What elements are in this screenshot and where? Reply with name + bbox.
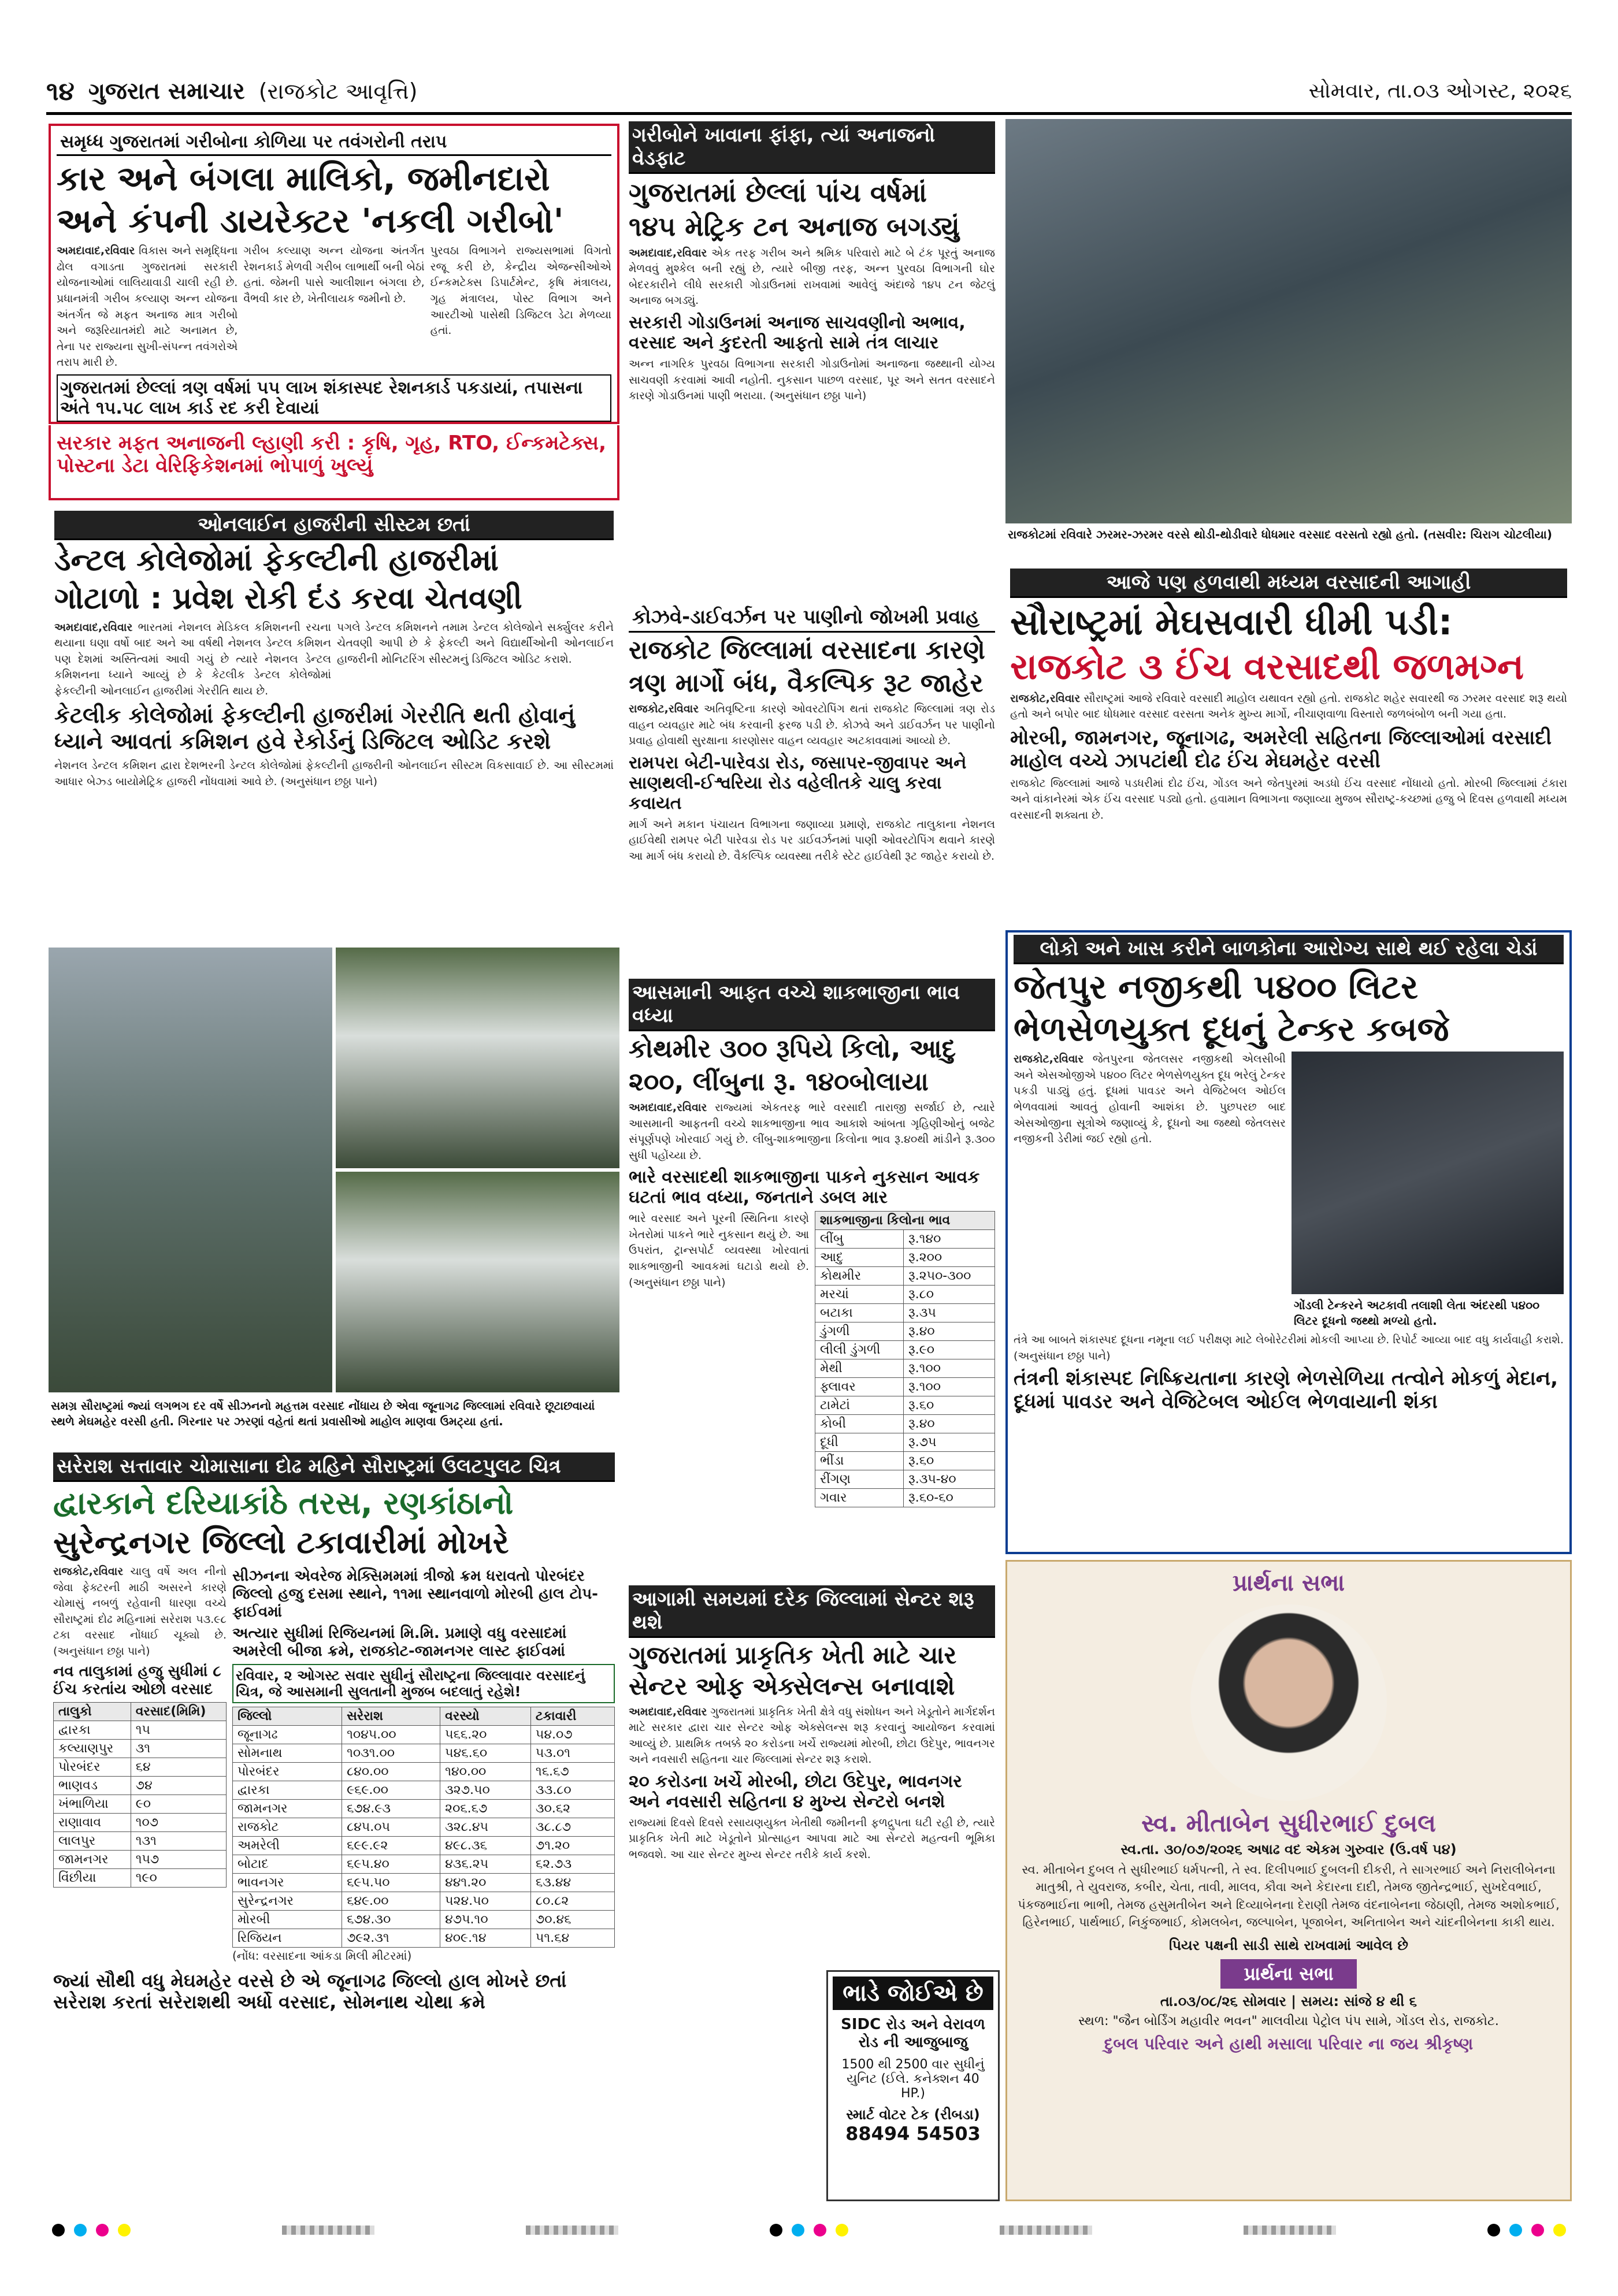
table-cell: પોરબંદર	[233, 1763, 342, 1781]
price-row	[815, 1415, 995, 1433]
district-row	[233, 1855, 615, 1874]
body-text: ચાલુ વર્ષે અલ નીનો જેવા ફેક્ટરની માઠી અસરને કારણે ચોમાસું નબળું રહેવાની ધારણા વચ્ચે સૌરાષ્ટ્રમાં દોઢ મહિનામાં સરેરાશ ૫૩.૯૮ ટકા વરસાદ નોંધાઈ ચૂક્યો છે. (અનુસંધાન છઠ્ઠા પાને)	[53, 1565, 227, 1658]
headline-line: રાજકોટ જિલ્લામાં વરસાદના કારણે	[629, 636, 985, 665]
story-vegetable-prices	[624, 976, 1000, 1577]
table-cell: ૬૯૯.૯૨	[342, 1837, 440, 1855]
table-cell: ૭૦.૪૬	[530, 1911, 614, 1929]
price-row	[815, 1286, 995, 1304]
photo-waterfall	[336, 948, 619, 1168]
district-row	[233, 1763, 615, 1781]
table-cell: ૩૦.૬૨	[530, 1800, 614, 1818]
body-text: ગુજરાતમાં પ્રાકૃતિક ખેતી ક્ષેત્રે વધુ સંશોધન અને ખેડૂતોને માર્ગદર્શન માટે સરકાર દ્વારા ચાર સેન્ટર ઓફ એક્સેલન્સ શરૂ કરવાનું આયોજન કરવામાં આવ્યું છે. પ્રાથમિક તબક્કે ૨૦ કરોડના ખર્ચે રાજ્યમાં મોરબી, છોટા ઉદેપુર, ભાવનગર અને નવસારી સહિતના ચાર જિલ્લામાં સેન્ટર શરૂ કરાશે.	[629, 1705, 995, 1766]
body-text: વિકાસ અને સમૃદ્ધિના ઢોલ વગાડતા ગુજરાતમાં સરકારી યોજનાઓમાં લાલિયાવાડી ચાલી રહી છે. પ્રધાનમંત્રી ગરીબ કલ્યાણ અન્ન યોજના અંતર્ગત જે મફત અનાજ માત્ર ગરીબો અને જરૂરિયાતમંદો માટે અનામત છે, તેના પર રાજ્યના સુખી-સંપન્ન તવંગરોએ તરાપ મારી છે.	[57, 244, 238, 369]
dateline: અમદાવાદ,રવિવાર	[629, 1101, 707, 1114]
table-cell: બોટાદ	[233, 1855, 342, 1874]
table-cell: ૭૯૨.૩૧	[342, 1929, 440, 1948]
table-cell: જૂનાગઢ	[233, 1726, 342, 1744]
table-cell: ૧૫	[131, 1721, 226, 1740]
print-registration-marks	[52, 2219, 1566, 2242]
body-text: સૌરાષ્ટ્રમાં આજે રવિવારે વરસાદી માહોલ યથાવત રહ્યો હતો. રાજકોટ શહેર સવારથી જ ઝરમર વરસાદ શરૂ થયો હતો અને બપોર બાદ ધોધમાર વરસાદ વરસતા અનેક મુખ્ય માર્ગો, નીચાણવાળા વિસ્તારો જળબંબોળ બની ગયા હતા.	[1010, 692, 1567, 721]
deceased-name: સ્વ. મીતાબેન સુધીરભાઈ દુબલ	[1141, 1809, 1436, 1837]
death-date: સ્વ.તા. ૩૦/૦૭/૨૦૨૬ અષાઢ વદ એકમ ગુરુવાર (ઉ.વર્ષ ૫૪)	[1120, 1841, 1457, 1857]
photo-collage-junagadh	[49, 948, 619, 1392]
taluka-row	[54, 1851, 227, 1869]
table-cell: રૂ.૧૦૦	[904, 1378, 995, 1396]
table-cell: રાજકોટ	[233, 1818, 342, 1837]
table-cell: ૮૪૫.૦૫	[342, 1818, 440, 1837]
story-grain-wasted	[624, 119, 1000, 599]
table-cell: ૪૯૮.૩૬	[440, 1837, 531, 1855]
subheadline: ભારે વરસાદથી શાકભાજીના પાકને નુકસાન આવક ઘટતાં ભાવ વધ્યા, જનતાને ડબલ માર	[629, 1167, 980, 1208]
table-cell: આદુ	[815, 1249, 904, 1267]
body-text: નેશનલ ડેન્ટલ કમિશન દ્વારા દેશભરની ડેન્ટલ કોલેજોમાં ફેકલ્ટીની હાજરીની ઓનલાઈન સીસ્ટમ વિકસાવાઈ છે. આ સીસ્ટમમાં આધાર બેઝ્ડ બાયોમેટ્રિક હાજરી નોંધવામાં આવે છે. (અનુસંધાન છઠ્ઠા પાને)	[54, 759, 614, 788]
headline-line: સૌરાષ્ટ્રમાં મેઘસવારી ધીમી પડી:	[1010, 601, 1453, 643]
price-row	[815, 1396, 995, 1415]
headline-line: સુરેન્દ્રનગર જિલ્લો ટકાવારીમાં મોખરે	[53, 1524, 509, 1561]
table-cell: ૧૦૪૫.૦૦	[342, 1726, 440, 1744]
table-cell: ૪૭૫.૧૦	[440, 1911, 531, 1929]
price-row	[815, 1470, 995, 1489]
subheadline: કેટલીક કોલેજોમાં ફેકલ્ટીની હાજરીમાં ગેરરીતિ થતી હોવાનું ધ્યાને આવતાં કમિશન હવે રેકોર્ડનું ડિજિટલ ઓડિટ કરશે	[54, 703, 575, 755]
table-cell: ૬૯૫.૫૦	[342, 1874, 440, 1892]
prayer-sabha-label: પ્રાર્થના સભા	[1220, 1959, 1356, 1989]
prayer-place: સ્થળ: "જૈન બોર્ડિંગ મહાવીર ભવન" માલવીયા પેટ્રોલ પંપ સામે, ગોંડલ રોડ, રાજકોટ.	[1078, 2013, 1499, 2028]
taluka-row	[54, 1869, 227, 1888]
column-header: જિલ્લો	[233, 1707, 342, 1726]
photo-caption: સમગ્ર સૌરાષ્ટ્રમાં જ્યાં લગભગ દર વર્ષે સીઝનનો મહત્તમ વરસાદ નોંધાય છે એવા જૂનાગઢ જિલ્લામાં રવિવારે છૂટાછવાયાં સ્થળે મેઘમહેર વરસી હતી. ગિરનાર પર ઝરણાં વહેતાં થતાં પ્રવાસીઓ માહોલ માણવા ઉમટ્યા હતાં.	[51, 1399, 595, 1428]
table-cell: ૧૯૦	[131, 1869, 226, 1888]
body-text: ભારતમાં નેશનલ મેડિકલ કમિશનની રચના થયાના ઘણા વર્ષો બાદ અને આ વર્ષથી નેશનલ ડેન્ટલ કમિશન પણ દેશમાં અસ્તિત્વમાં આવી ગયું છે ત્યારે નેશનલ ડેન્ટલ કમિશનના ધ્યાને આવ્યું છે કે કેટલીક ડેન્ટલ કોલેજોમાં ફેકલ્ટીની ઓનલાઈન હાજરીમાં ગેરરીતિ થાય છે.	[54, 621, 331, 697]
table-cell: ૭૪	[131, 1777, 226, 1795]
headline-line: ગુજરાતમાં છેલ્લાં પાંચ વર્ષમાં	[629, 177, 927, 208]
ad-title: ભાડે જોઈએ છે	[833, 1977, 993, 2010]
table-cell: રૂ.૮૦	[904, 1286, 995, 1304]
table-cell: લીંબુ	[815, 1230, 904, 1249]
issue-date: સોમવાર, તા.૦૩ ઓગસ્ટ, ૨૦૨૬	[1308, 79, 1572, 103]
table-cell: દ્વારકા	[54, 1721, 131, 1740]
table-cell: ૬૪૯.૦૦	[342, 1892, 440, 1911]
body-text: પગલે ડેન્ટલ કમિશનને તમામ ડેન્ટલ કોલેજોને સર્ક્યુલર કરીને ચેતવણી આપી છે કે ફેકલ્ટી અને વિદ્યાર્થીઓની ઓનલાઈન હાજરીની મોનિટરિંગ સીસ્ટમનું ડિજિટલ ઓડિટ કરાશે.	[337, 621, 614, 666]
column-header: વરસાદ(મિમિ)	[131, 1703, 226, 1721]
column-header: વરસ્યો	[440, 1707, 531, 1726]
story-adulterated-milk	[1005, 930, 1572, 1554]
dateline: અમદાવાદ,રવિવાર	[629, 1705, 707, 1718]
story-saurashtra-rain	[1005, 566, 1572, 924]
table-cell: ૫૩.૦૧	[530, 1744, 614, 1763]
table-cell: ૬૭૪.૯૩	[342, 1800, 440, 1818]
table-cell: રૂ.૪૦	[904, 1322, 995, 1341]
taluka-row	[54, 1795, 227, 1814]
table-cell: બટાકા	[815, 1304, 904, 1322]
table-cell: રૂ.૯૦	[904, 1341, 995, 1359]
table-cell: રિજિયન	[233, 1929, 342, 1948]
table-cell: રૂ.૪૦	[904, 1415, 995, 1433]
headline-line: ગુજરાતમાં પ્રાકૃતિક ખેતી માટે ચાર	[629, 1641, 957, 1669]
district-row	[233, 1911, 615, 1929]
story-fake-poor	[49, 124, 619, 424]
district-rain-table	[232, 1707, 615, 1948]
taluka-title: નવ તાલુકામાં હજુ સુધીમાં ૮ ઈંચ કરતાંય ઓછો વરસાદ	[53, 1663, 221, 1699]
district-row	[233, 1837, 615, 1855]
story-roads-closed	[624, 601, 1000, 965]
district-row	[233, 1744, 615, 1763]
header-rule	[46, 112, 1572, 115]
prayer-time: તા.૦૩/૦૮/૨૬ સોમવાર | સમય: સાંજે ૪ થી ૬	[1160, 1993, 1417, 2009]
table-cell: ૬૯૫.૪૦	[342, 1855, 440, 1874]
dateline: રાજકોટ,રવિવાર	[1014, 1053, 1084, 1066]
table-cell: રૂ.૬૦-૬૦	[904, 1489, 995, 1507]
taluka-row	[54, 1758, 227, 1777]
table-cell: ૧૩૧	[131, 1832, 226, 1851]
table-cell: ૨૦૬.૬૭	[440, 1800, 531, 1818]
table-cell: ૪૩૬.૨૫	[440, 1855, 531, 1874]
table-cell: ૬૭૪.૩૦	[342, 1911, 440, 1929]
photo-rain-rajkot	[1005, 119, 1572, 523]
edition-label: (રાજકોટ આવૃત્તિ)	[258, 78, 418, 104]
price-row	[815, 1452, 995, 1470]
table-note: (નોંધ: વરસાદના આંકડા મિલી મીટરમાં)	[232, 1949, 412, 1963]
table-cell: ૧૪૦.૦૦	[440, 1763, 531, 1781]
subheadline: ૨૦ કરોડના ખર્ચે મોરબી, છોટા ઉદેપુર, ભાવનગર અને નવસારી સહિતના ૪ મુખ્ય સેન્ટરો બનશે	[629, 1771, 962, 1812]
table-cell: જામનગર	[54, 1851, 131, 1869]
story-kicker: ઓનલાઈન હાજરીની સીસ્ટમ છતાં	[54, 511, 614, 540]
body-text: અન્ન નાગરિક પુરવઠા વિભાગના સરકારી ગોડાઉનોમાં અનાજના જથ્થાની યોગ્ય સાચવણી કરવામાં આવી નહોતી. નુકસાન પાછળ વરસાદ, પૂર અને સતત વરસાદને કારણે ગોડાઉનમાં પાણી ભરાયા. (અનુસંધાન છઠ્ઠા પાને)	[629, 357, 995, 403]
body-text: એક તરફ ગરીબ અને શ્રમિક પરિવારો માટે બે ટંક પૂરતું અનાજ મેળવવું મુશ્કેલ બની રહ્યું છે, ત્યારે બીજી તરફ, અન્ન પુરવઠા વિભાગની ઘોર બેદરકારીને લીધે સરકારી ગોડાઉનમાં રાખવામાં આવેલું અંદાજે ૧૪૫ ટન જેટલું અનાજ બગડ્યું.	[629, 246, 995, 307]
price-row	[815, 1489, 995, 1507]
story-dental-colleges	[49, 508, 619, 942]
subheadline: સરકારી ગોડાઉનમાં અનાજ સાચવણીનો અભાવ, વરસાદ અને કુદરતી આફતો સામે તંત્ર લાચાર	[629, 312, 966, 353]
table-cell: ૩૮.૮૭	[530, 1818, 614, 1837]
dateline: રાજકોટ,રવિવાર	[53, 1565, 124, 1578]
story-kicker: આગામી સમયમાં દરેક જિલ્લામાં સેન્ટર શરૂ થશે	[629, 1585, 995, 1638]
body-text: રાજ્યમાં એકતરફ ભારે વરસાદી તારાજી સર્જાઈ છે, ત્યારે આસમાની આફતની વચ્ચે શાકભાજીના ભાવ આકાશે આંબતા ગૃહિણીઓનું બજેટ સંપૂર્ણપણે ખોરવાઈ ગયું છે. લીંબુ-શાકભાજીના કિલોના ભાવ રૂ.૪૦થી માંડીને રૂ.૩૦૦ સુધી પહોંચ્યા છે.	[629, 1101, 995, 1162]
ad-line: SIDC રોડ અને વેરાવળ રોડ ની આજુબાજુ	[841, 2016, 985, 2051]
price-row	[815, 1267, 995, 1286]
table-cell: ૮૪૦.૦૦	[342, 1763, 440, 1781]
ad-contact: સ્માર્ટ વોટર ટેક (રીબડા)	[846, 2106, 980, 2123]
table-title: રવિવાર, ૨ ઓગસ્ટ સવાર સુધીનું સૌરાષ્ટ્રના જિલ્લાવાર વરસાદનું ચિત્ર, જે આસમાની સુલતાની મુજબ બદલાતું રહેશે!	[232, 1664, 615, 1703]
ad-line: 1500 થી 2500 વાર સુધીનું યુનિટ (ઈલે. કનેક્શન 40 HP.)	[841, 2057, 985, 2101]
story-rain-stats	[49, 1450, 619, 2213]
headline-line: રાજકોટ ૩ ઈંચ વરસાદથી જળમગ્ન	[1010, 645, 1524, 688]
table-cell: રૂ.૩૫	[904, 1304, 995, 1322]
table-cell: ૪૦૯.૧૪	[440, 1929, 531, 1948]
story-natural-farming	[624, 1583, 1000, 1964]
photo-misty-hills	[49, 948, 332, 1392]
table-cell: ૩૩.૮૦	[530, 1781, 614, 1800]
table-cell: ૭૧.૨૦	[530, 1837, 614, 1855]
price-row	[815, 1341, 995, 1359]
price-row	[815, 1249, 995, 1267]
table-cell: લાલપુર	[54, 1832, 131, 1851]
table-cell: દ્વારકા	[233, 1781, 342, 1800]
subheadline: અત્યાર સુધીમાં રિજિયનમાં મિ.મિ. પ્રમાણે વધુ વરસાદમાં અમરેલી બીજા ક્રમે, રાજકોટ-જામનગર લાસ્ટ ફાઈવમાં	[232, 1625, 567, 1660]
footer-headline: સરકાર મફત અનાજની લ્હાણી કરી : કૃષિ, ગૃહ, RTO, ઈન્કમટેક્સ, પોસ્ટના ડેટા વેરિફિકેશનમાં ભોપાળું ખુલ્યું	[57, 432, 606, 478]
headline-line: દ્વારકાને દરિયાકાંઠે તરસ, રણકાંઠાનો	[53, 1485, 514, 1521]
story-kicker: કોઝવે-ડાઈવર્ઝન પર પાણીનો જોખમી પ્રવાહ	[629, 603, 995, 633]
district-row	[233, 1726, 615, 1744]
subheadline: સીઝનના એવરેજ મેક્સિમમમાં ત્રીજો ક્રમ ધરાવતો પોરબંદર જિલ્લો હજુ દસમા સ્થાને, ૧૧મા સ્થાનવાળો મોરબી હાલ ટોપ-ફાઈવમાં	[232, 1567, 598, 1621]
dateline: અમદાવાદ,રવિવાર	[629, 246, 707, 259]
district-row	[233, 1800, 615, 1818]
taluka-row	[54, 1832, 227, 1851]
dateline: રાજકોટ,રવિવાર	[629, 703, 699, 716]
price-table	[815, 1211, 995, 1507]
body-text: ગરીબ કલ્યાણ અન્ન યોજના અંતર્ગત રેશનકાર્ડ મેળવી ગરીબ લાભાર્થી બની બેઠાં હતાં. જેમની પાસે આલીશાન બંગલા છે, વૈભવી કાર છે, ખેતીલાયક જમીનો છે.	[243, 244, 425, 306]
table-cell: ૧૬.૬૭	[530, 1763, 614, 1781]
table-cell: ૬૩.૪૪	[530, 1874, 614, 1892]
table-cell: રૂ.૬૦	[904, 1452, 995, 1470]
footer-headline: તંત્રની શંકાસ્પદ નિષ્ક્રિયતાના કારણે ભેળસેળિયા તત્વોને મોકળું મેદાન, દૂધમાં પાવડર અને વેજિટેબલ ઓઈલ ભેળવાયાની શંકા	[1014, 1367, 1558, 1413]
family-text: સ્વ. મીતાબેન દુબલ તે સુધીરભાઈ ધર્મપત્ની, તે સ્વ. દિલીપભાઈ દુબલની દીકરી, તે સાગરભાઈ અને નિરાલીબેનના માતુશ્રી, તે યુવરાજ, કબીર, ચેતા, તાવી, માલવ, કૌવા અને કેદારના દાદી, તેમજ જીતેન્દ્રભાઈ, સુખદેવભાઈ, પંકજભાઈના ભાભી, તેમજ હસુમતીબેન અને દિવ્યાબેનના દેરાણી તેમજ વંદનાબેનના જેઠાણી, તેમજ અશોકભાઈ, હિરેનભાઈ, પાર્થભાઈ, નિકુંજભાઈ, કોમલબેન, જલ્પાબેન, પૂજાબેન, અનિતાબેન અને ચાંદનીબેનના કાકી થાય.	[1018, 1863, 1560, 1930]
table-cell: ભાવનગર	[233, 1874, 342, 1892]
table-cell: કોબી	[815, 1415, 904, 1433]
table-cell: ૪૪૧.૨૦	[440, 1874, 531, 1892]
subheadline: મોરબી, જામનગર, જૂનાગઢ, અમરેલી સહિતના જિલ્લાઓમાં વરસાદી માહોલ વચ્ચે ઝાપટાંથી દોઢ ઈંચ મેઘમહેર વરસી	[1010, 726, 1552, 772]
taluka-row	[54, 1777, 227, 1795]
price-table-title: શાકભાજીના કિલોના ભાવ	[815, 1212, 995, 1230]
table-cell: ટામેટાં	[815, 1396, 904, 1415]
table-cell: રૂ.૩૫-૪૦	[904, 1470, 995, 1489]
table-cell: લીલી ડુંગળી	[815, 1341, 904, 1359]
ad-phone: 88494 54503	[845, 2123, 981, 2145]
photo-caption: ગોંડલી ટેન્કરને અટકાવી તલાશી લેતા અંદરથી ૫૪૦૦ લિટર દૂધનો જથ્થો મળ્યો હતો.	[1294, 1298, 1540, 1328]
classified-ad-rent	[826, 1970, 1000, 2201]
body-text: રાજકોટ જિલ્લામાં આજે પડધરીમાં દોઢ ઈંચ, ગોંડલ અને જેતપુરમાં અડધો ઈંચ વરસાદ નોંધાયો હતો. મોરબી જિલ્લામાં ટંકારા અને વાંકાનેરમાં એક ઈંચ વરસાદ પડ્યો હતો. હવામાન વિભાગના જણાવ્યા મુજબ સૌરાષ્ટ્ર-કચ્છમાં હજુ બે દિવસ હળવાથી મધ્યમ વરસાદની શક્યતા છે.	[1010, 777, 1567, 822]
story-kicker: આસમાની આફત વચ્ચે શાકભાજીના ભાવ વધ્યા	[629, 979, 995, 1031]
table-cell: રૂ.૨૦૦	[904, 1249, 995, 1267]
taluka-table	[53, 1702, 227, 1888]
price-row	[815, 1322, 995, 1341]
table-cell: ભીંડા	[815, 1452, 904, 1470]
prayer-title: પ્રાર્થના સભા	[1232, 1570, 1345, 1596]
story-fake-poor-footer	[49, 425, 619, 500]
taluka-row	[54, 1740, 227, 1758]
family-greeting: દુબલ પરિવાર અને હાથી મસાલા પરિવાર ના જય શ્રીકૃષ્ણ	[1104, 2034, 1474, 2053]
headline-line: ૧૪૫ મેટ્રિક ટન અનાજ બગડ્યું	[629, 210, 960, 242]
table-cell: રૂ.૭૫	[904, 1433, 995, 1452]
table-cell: ફ્લાવર	[815, 1378, 904, 1396]
table-cell: રૂ.૧૦૦	[904, 1359, 995, 1378]
column-header: ટકાવારી	[530, 1707, 614, 1726]
body-text: માર્ગ અને મકાન પંચાયત વિભાગના જણાવ્યા પ્રમાણે, રાજકોટ તાલુકાના નેશનલ હાઈવેથી રામપર બેટી પારેવડા રોડ પર ડાઈવર્ઝનમાં પાણી ઓવરટોપિંગ થવાને કારણે આ માર્ગ બંધ કરાયો છે. વૈકલ્પિક વ્યવસ્થા તરીકે સ્ટેટ હાઈવેથી રૂટ જાહેર કરાયો છે.	[629, 818, 995, 863]
headline-line: ૨૦૦, લીંબુના રૂ. ૧૪૦બોલાયા	[629, 1067, 929, 1097]
table-cell: સુરેન્દ્રનગર	[233, 1892, 342, 1911]
table-cell: ૮૦.૮૨	[530, 1892, 614, 1911]
table-cell: પોરબંદર	[54, 1758, 131, 1777]
table-cell: ૫૨૪.૫૦	[440, 1892, 531, 1911]
headline-line: કાર અને બંગલા માલિકો, જમીનદારો	[57, 159, 550, 198]
table-cell: કલ્યાણપુર	[54, 1740, 131, 1758]
table-cell: ૯૬૯.૦૦	[342, 1781, 440, 1800]
taluka-row	[54, 1814, 227, 1832]
headline-line: ત્રણ માર્ગો બંધ, વૈકલ્પિક રૂટ જાહેર	[629, 668, 984, 698]
story-kicker: સરેરાશ સત્તાવાર ચોમાસાના દોઢ મહિને સૌરાષ્ટ્રમાં ઉલટપુલટ ચિત્ર	[53, 1452, 615, 1482]
table-cell: ૩૨૭.૫૦	[440, 1781, 531, 1800]
table-cell: ૫૧.૬૪	[530, 1929, 614, 1948]
table-cell: રૂ.૧૪૦	[904, 1230, 995, 1249]
table-cell: કોથમીર	[815, 1267, 904, 1286]
district-row	[233, 1892, 615, 1911]
headline-line: ડેન્ટલ કોલેજોમાં ફેકલ્ટીની હાજરીમાં	[54, 543, 499, 578]
page-number: ૧૪	[46, 76, 75, 106]
table-cell: ૩૨૮.૪૫	[440, 1818, 531, 1837]
page-header	[46, 75, 1572, 107]
photo-stream	[336, 1172, 619, 1392]
table-cell: ૫૪.૦૭	[530, 1726, 614, 1744]
subheadline: રામપરા બેટી-પારેવડા રોડ, જસાપર-જીવાપર અને સાણથલી-ઈશ્વરિયા રોડ વહેલીતકે ચાલુ કરવા કવાયત	[629, 752, 967, 813]
table-cell: ૬૪	[131, 1758, 226, 1777]
prayer-meeting-notice	[1005, 1560, 1572, 2201]
table-cell: ૧૦૭	[131, 1814, 226, 1832]
story-kicker: લોકો અને ખાસ કરીને બાળકોના આરોગ્ય સાથે થઈ રહેલા ચેડાં	[1014, 935, 1564, 964]
body-text: અતિવૃષ્ટિના કારણે ઓવરટોપિંગ થતાં રાજકોટ જિલ્લામાં ત્રણ રોડ વાહન વ્યવહાર માટે બંધ કરવાની ફરજ પડી છે. કોઝવે અને ડાઈવર્ઝન પર પાણીનો પ્રવાહ હોવાથી સુરક્ષાના કારણોસર વાહન વ્યવહાર અટકાવવામાં આવ્યો છે.	[629, 703, 995, 748]
table-cell: રૂ.૬૦	[904, 1396, 995, 1415]
headline-line: ગોટાળો : પ્રવેશ રોકી દંડ કરવા ચેતવણી	[54, 581, 522, 616]
headline-line: સેન્ટર ઓફ એક્સેલન્સ બનાવાશે	[629, 1672, 955, 1701]
table-cell: ડુંગળી	[815, 1322, 904, 1341]
table-cell: દૂધી	[815, 1433, 904, 1452]
table-cell: રાણાવાવ	[54, 1814, 131, 1832]
table-cell: ૯૦	[131, 1795, 226, 1814]
photo-milk-tanker	[1292, 1052, 1564, 1294]
body-text: ભારે વરસાદ અને પૂરની સ્થિતિના કારણે ખેતરોમાં પાકને ભારે નુકસાન થયું છે. આ ઉપરાંત, ટ્રાન્સપોર્ટ વ્યવસ્થા ખોરવાતાં શાકભાજીની આવકમાં ઘટાડો થયો છે. (અનુસંધાન છઠ્ઠા પાને)	[629, 1212, 809, 1289]
prayer-note: પિયર પક્ષની સાડી સાથે રાખવામાં આવેલ છે	[1169, 1937, 1408, 1953]
body-text: પુરવઠા વિભાગને રાજ્યસભામાં વિગતો રજૂ કરી છે, કેન્દ્રીય એજન્સીઓએ ઈન્કમટેક્સ ડિપાર્ટમેન્ટ, કૃષિ મંત્રાલય, ગૃહ મંત્રાલય, પોસ્ટ વિભાગ અને આરટીઓ પાસેથી ડિજિટલ ડેટા મેળવ્યા હતાં.	[430, 244, 611, 337]
price-row	[815, 1304, 995, 1322]
headline-line: જેતપુર નજીકથી ૫૪૦૦ લિટર	[1014, 967, 1419, 1006]
table-cell: રીંગણ	[815, 1470, 904, 1489]
table-cell: ખંભાળિયા	[54, 1795, 131, 1814]
table-cell: ૧૫૭	[131, 1851, 226, 1869]
dateline: રાજકોટ,રવિવાર	[1010, 692, 1081, 705]
table-cell: ૧૦૩૧.૦૦	[342, 1744, 440, 1763]
brand-name: ગુજરાત સમાચાર	[88, 78, 245, 105]
table-cell: ગવાર	[815, 1489, 904, 1507]
subheadline: ગુજરાતમાં છેલ્લાં ત્રણ વર્ષમાં ૫૫ લાખ શંકાસ્પદ રેશનકાર્ડ પકડાયાં, તપાસના અંતે ૧૫.૫૮ લાખ કાર્ડ રદ કરી દેવાયાં	[57, 374, 611, 422]
table-cell: જામનગર	[233, 1800, 342, 1818]
table-cell: મોરબી	[233, 1911, 342, 1929]
table-cell: ૩૧	[131, 1740, 226, 1758]
portrait-photo	[1190, 1604, 1387, 1801]
table-cell: મરચાં	[815, 1286, 904, 1304]
story-kicker: સમૃધ્ધ ગુજરાતમાં ગરીબોના કોળિયા પર તવંગરોની તરાપ	[57, 129, 611, 156]
table-cell: ૫૪૬.૬૦	[440, 1744, 531, 1763]
column-header: તાલુકો	[54, 1703, 131, 1721]
price-row	[815, 1230, 995, 1249]
column-header: સરેરાશ	[342, 1707, 440, 1726]
taluka-row	[54, 1721, 227, 1740]
price-row	[815, 1359, 995, 1378]
price-row	[815, 1378, 995, 1396]
body-text: જેતપુરના જેતલસર નજીકથી એલસીબી અને એસઓજીએ ૫૪૦૦ લિટર ભેળસેળયુક્ત દૂધ ભરેલું ટેન્કર પકડી પાડ્યું હતું. દૂધમાં પાવડર અને વેજિટેબલ ઓઈલ ભેળવવામાં આવતું હોવાની આશંકા છે. પુછપરછ બાદ એસઓજીના સૂત્રોએ જણાવ્યું કે, દૂધનો આ જથ્થો જેતલસર નજીકની ડેરીમાં જઈ રહ્યો હતો.	[1014, 1053, 1286, 1146]
headline-line: કોથમીર ૩૦૦ રૂપિયે કિલો, આદુ	[629, 1034, 956, 1064]
district-row	[233, 1818, 615, 1837]
district-row	[233, 1781, 615, 1800]
table-cell: અમરેલી	[233, 1837, 342, 1855]
dateline: અમદાવાદ,રવિવાર	[57, 244, 135, 258]
district-row	[233, 1874, 615, 1892]
table-cell: રૂ.૨૫૦-૩૦૦	[904, 1267, 995, 1286]
dateline: અમદાવાદ,રવિવાર	[54, 621, 133, 634]
body-text: તંત્રે આ બાબતે શંકાસ્પદ દૂધના નમૂના લઈ પરીક્ષણ માટે લેબોરેટરીમાં મોકલી આપ્યા છે. રિપોર્ટ આવ્યા બાદ વધુ કાર્યવાહી કરાશે. (અનુસંધાન છઠ્ઠા પાને)	[1014, 1333, 1564, 1362]
headline-line: ભેળસેળયુક્ત દૂધનું ટેન્કર કબજે	[1014, 1009, 1449, 1049]
table-cell: વિંછીયા	[54, 1869, 131, 1888]
table-cell: ૬૨.૭૩	[530, 1855, 614, 1874]
table-cell: ૫૬૬.૨૦	[440, 1726, 531, 1744]
district-row	[233, 1929, 615, 1948]
photo-caption: રાજકોટમાં રવિવારે ઝરમર-ઝરમર વરસે થોડી-થોડીવારે ધોધમાર વરસાદ વરસતો રહ્યો હતો. (તસવીર: ચિરાગ ચોટલીયા)	[1008, 527, 1552, 541]
price-row	[815, 1433, 995, 1452]
table-cell: મેથી	[815, 1359, 904, 1378]
table-cell: સોમનાથ	[233, 1744, 342, 1763]
body-text: રાજ્યમાં દિવસે દિવસે રસાયણયુક્ત ખેતીથી જમીનની ફળદ્રુપતા ઘટી રહી છે, ત્યારે પ્રાકૃતિક ખેતી માટે ખેડૂતોને પ્રોત્સાહન આપવા માટે આ સેન્ટરો મહત્વની ભૂમિકા ભજવશે. આ ચાર સેન્ટર મુખ્ય સેન્ટર તરીકે કાર્ય કરશે.	[629, 1816, 995, 1861]
story-kicker: ગરીબોને ખાવાના ફાંફા, ત્યાં અનાજનો વેડફાટ	[629, 121, 995, 174]
table-cell: ભાણવડ	[54, 1777, 131, 1795]
story-kicker: આજે પણ હળવાથી મધ્યમ વરસાદની આગાહી	[1010, 569, 1567, 598]
headline-line: અને કંપની ડાયરેક્ટર 'નકલી ગરીબો'	[57, 200, 564, 240]
footer-headline: જ્યાં સૌથી વધુ મેઘમહેર વરસે છે એ જૂનાગઢ જિલ્લો હાલ મોખરે છતાં સરેરાશ કરતાં સરેરાશથી અર્ધો વરસાદ, સોમનાથ ચોથા ક્રમે	[53, 1970, 567, 2013]
